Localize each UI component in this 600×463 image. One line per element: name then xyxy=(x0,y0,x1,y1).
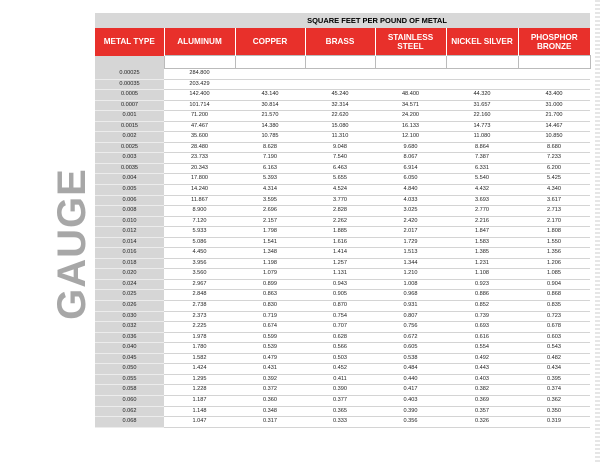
gauge-cell: 0.014 xyxy=(95,237,164,248)
value-cell: 14.380 xyxy=(235,121,305,132)
value-cell: 2.770 xyxy=(446,206,518,217)
table-row xyxy=(95,163,590,174)
value-cell: 0.886 xyxy=(446,290,518,301)
super-header-blank xyxy=(95,13,164,28)
value-cell: 0.369 xyxy=(446,395,518,406)
value-cell: 0.317 xyxy=(235,417,305,428)
value-cell: 0.452 xyxy=(305,364,375,375)
value-cell: 0.754 xyxy=(305,311,375,322)
value-cell: 0.905 xyxy=(305,290,375,301)
gauge-cell: 0.060 xyxy=(95,395,164,406)
value-cell: 3.956 xyxy=(164,258,235,269)
gauge-cell: 0.018 xyxy=(95,258,164,269)
table-row xyxy=(95,142,590,153)
table-row xyxy=(95,385,590,396)
value-cell: 23.733 xyxy=(164,153,235,164)
value-cell: 0.434 xyxy=(518,364,590,375)
value-cell: 3.770 xyxy=(305,195,375,206)
gauge-cell: 0.001 xyxy=(95,111,164,122)
value-cell: 1.131 xyxy=(305,269,375,280)
value-cell: 21.700 xyxy=(518,111,590,122)
value-cell: 4.524 xyxy=(305,185,375,196)
value-cell: 0.333 xyxy=(305,417,375,428)
value-cell: 7.120 xyxy=(164,216,235,227)
gauge-side-label: GAUGE xyxy=(50,168,94,320)
value-cell: 0.628 xyxy=(305,332,375,343)
header-row xyxy=(95,28,590,56)
header-brass: BRASS xyxy=(305,28,375,56)
value-cell: 6.163 xyxy=(235,163,305,174)
gauge-cell: 0.050 xyxy=(95,364,164,375)
value-cell: 0.599 xyxy=(235,332,305,343)
value-cell: 1.047 xyxy=(164,417,235,428)
value-cell: 2.216 xyxy=(446,216,518,227)
table-row xyxy=(95,395,590,406)
value-cell: 3.693 xyxy=(446,195,518,206)
header-metal-type: METAL TYPE xyxy=(95,28,164,56)
spacer-cell xyxy=(446,56,518,69)
value-cell: 0.835 xyxy=(518,301,590,312)
value-cell: 2.157 xyxy=(235,216,305,227)
value-cell: 1.108 xyxy=(446,269,518,280)
value-cell: 8.900 xyxy=(164,206,235,217)
value-cell: 1.780 xyxy=(164,343,235,354)
value-cell: 0.678 xyxy=(518,322,590,333)
value-cell xyxy=(375,79,446,90)
value-cell: 0.443 xyxy=(446,364,518,375)
gauge-cell: 0.00025 xyxy=(95,69,164,80)
value-cell: 2.225 xyxy=(164,322,235,333)
value-cell: 12.100 xyxy=(375,132,446,143)
value-cell: 2.696 xyxy=(235,206,305,217)
value-cell: 0.348 xyxy=(235,406,305,417)
value-cell: 0.326 xyxy=(446,417,518,428)
table-row xyxy=(95,90,590,101)
value-cell: 3.595 xyxy=(235,195,305,206)
value-cell: 9.048 xyxy=(305,142,375,153)
value-cell: 1.424 xyxy=(164,364,235,375)
value-cell: 203.429 xyxy=(164,79,235,90)
value-cell: 31.000 xyxy=(518,100,590,111)
value-cell: 9.680 xyxy=(375,142,446,153)
table-row xyxy=(95,374,590,385)
value-cell: 5.655 xyxy=(305,174,375,185)
gauge-cell: 0.0025 xyxy=(95,142,164,153)
header-stainless-steel: STAINLESS STEEL xyxy=(375,28,446,56)
value-cell: 1.085 xyxy=(518,269,590,280)
value-cell: 0.739 xyxy=(446,311,518,322)
gauge-cell: 0.068 xyxy=(95,417,164,428)
value-cell: 2.262 xyxy=(305,216,375,227)
value-cell: 1.231 xyxy=(446,258,518,269)
value-cell: 3.560 xyxy=(164,269,235,280)
value-cell: 0.362 xyxy=(518,395,590,406)
value-cell: 1.978 xyxy=(164,332,235,343)
value-cell: 1.541 xyxy=(235,237,305,248)
value-cell: 0.674 xyxy=(235,322,305,333)
value-cell: 1.148 xyxy=(164,406,235,417)
value-cell: 4.340 xyxy=(518,185,590,196)
value-cell: 4.450 xyxy=(164,248,235,259)
metal-gauge-table xyxy=(95,13,591,428)
value-cell: 7.233 xyxy=(518,153,590,164)
value-cell: 0.616 xyxy=(446,332,518,343)
value-cell: 6.200 xyxy=(518,163,590,174)
value-cell xyxy=(235,69,305,80)
value-cell: 0.357 xyxy=(446,406,518,417)
value-cell: 0.390 xyxy=(305,385,375,396)
value-cell: 1.808 xyxy=(518,227,590,238)
value-cell: 21.570 xyxy=(235,111,305,122)
value-cell: 1.198 xyxy=(235,258,305,269)
value-cell: 22.620 xyxy=(305,111,375,122)
value-cell: 0.539 xyxy=(235,343,305,354)
gauge-cell: 0.020 xyxy=(95,269,164,280)
value-cell: 30.814 xyxy=(235,100,305,111)
value-cell: 0.693 xyxy=(446,322,518,333)
value-cell: 44.320 xyxy=(446,90,518,101)
value-cell: 0.503 xyxy=(305,353,375,364)
value-cell: 0.431 xyxy=(235,364,305,375)
value-cell: 35.600 xyxy=(164,132,235,143)
value-cell: 31.657 xyxy=(446,100,518,111)
value-cell: 0.390 xyxy=(375,406,446,417)
value-cell: 0.543 xyxy=(518,343,590,354)
value-cell: 8.864 xyxy=(446,142,518,153)
value-cell: 1.385 xyxy=(446,248,518,259)
value-cell: 1.210 xyxy=(375,269,446,280)
value-cell: 5.933 xyxy=(164,227,235,238)
table-row xyxy=(95,364,590,375)
value-cell: 0.904 xyxy=(518,279,590,290)
value-cell xyxy=(446,69,518,80)
value-cell: 14.240 xyxy=(164,185,235,196)
value-cell: 0.943 xyxy=(305,279,375,290)
value-cell: 14.467 xyxy=(518,121,590,132)
value-cell: 2.373 xyxy=(164,311,235,322)
header-nickel-silver: NICKEL SILVER xyxy=(446,28,518,56)
value-cell: 0.350 xyxy=(518,406,590,417)
gauge-cell: 0.045 xyxy=(95,353,164,364)
value-cell: 1.550 xyxy=(518,237,590,248)
value-cell: 11.080 xyxy=(446,132,518,143)
value-cell: 6.331 xyxy=(446,163,518,174)
table-row xyxy=(95,79,590,90)
value-cell: 0.411 xyxy=(305,374,375,385)
value-cell: 0.484 xyxy=(375,364,446,375)
value-cell: 1.847 xyxy=(446,227,518,238)
table-row xyxy=(95,153,590,164)
gauge-cell: 0.0015 xyxy=(95,121,164,132)
value-cell: 0.672 xyxy=(375,332,446,343)
value-cell: 0.756 xyxy=(375,322,446,333)
spacer-cell xyxy=(235,56,305,69)
table-row xyxy=(95,174,590,185)
value-cell: 0.360 xyxy=(235,395,305,406)
value-cell: 5.425 xyxy=(518,174,590,185)
value-cell: 0.319 xyxy=(518,417,590,428)
value-cell: 0.356 xyxy=(375,417,446,428)
value-cell: 0.870 xyxy=(305,301,375,312)
value-cell: 0.372 xyxy=(235,385,305,396)
value-cell: 2.738 xyxy=(164,301,235,312)
value-cell: 4.840 xyxy=(375,185,446,196)
value-cell xyxy=(305,79,375,90)
gauge-cell: 0.016 xyxy=(95,248,164,259)
gauge-cell: 0.008 xyxy=(95,206,164,217)
value-cell xyxy=(518,79,590,90)
value-cell: 43.400 xyxy=(518,90,590,101)
value-cell: 1.079 xyxy=(235,269,305,280)
value-cell: 3.025 xyxy=(375,206,446,217)
value-cell: 45.240 xyxy=(305,90,375,101)
value-cell: 0.719 xyxy=(235,311,305,322)
value-cell: 11.867 xyxy=(164,195,235,206)
value-cell: 3.617 xyxy=(518,195,590,206)
value-cell: 14.773 xyxy=(446,121,518,132)
value-cell: 5.086 xyxy=(164,237,235,248)
gauge-cell: 0.010 xyxy=(95,216,164,227)
table-row xyxy=(95,227,590,238)
value-cell: 0.417 xyxy=(375,385,446,396)
value-cell: 24.200 xyxy=(375,111,446,122)
value-cell: 0.899 xyxy=(235,279,305,290)
gauge-cell: 0.024 xyxy=(95,279,164,290)
table-row xyxy=(95,206,590,217)
value-cell: 5.393 xyxy=(235,174,305,185)
gauge-cell: 0.002 xyxy=(95,132,164,143)
spacer-row xyxy=(95,56,590,69)
table-row xyxy=(95,132,590,143)
value-cell: 1.414 xyxy=(305,248,375,259)
gauge-cell: 0.036 xyxy=(95,332,164,343)
value-cell: 0.538 xyxy=(375,353,446,364)
value-cell: 10.850 xyxy=(518,132,590,143)
value-cell: 1.206 xyxy=(518,258,590,269)
table-row xyxy=(95,237,590,248)
value-cell: 0.374 xyxy=(518,385,590,396)
page-edge-decoration xyxy=(595,0,600,463)
table-row xyxy=(95,311,590,322)
value-cell: 1.729 xyxy=(375,237,446,248)
value-cell: 2.017 xyxy=(375,227,446,238)
value-cell: 22.160 xyxy=(446,111,518,122)
table-row xyxy=(95,406,590,417)
table-row xyxy=(95,322,590,333)
value-cell: 1.008 xyxy=(375,279,446,290)
value-cell: 11.310 xyxy=(305,132,375,143)
value-cell: 0.554 xyxy=(446,343,518,354)
gauge-cell: 0.062 xyxy=(95,406,164,417)
header-aluminum: ALUMINUM xyxy=(164,28,235,56)
value-cell: 6.463 xyxy=(305,163,375,174)
gauge-cell: 0.004 xyxy=(95,174,164,185)
value-cell: 47.467 xyxy=(164,121,235,132)
value-cell: 0.403 xyxy=(446,374,518,385)
value-cell: 0.830 xyxy=(235,301,305,312)
spacer-cell xyxy=(518,56,590,69)
value-cell: 10.785 xyxy=(235,132,305,143)
value-cell: 0.707 xyxy=(305,322,375,333)
value-cell: 1.513 xyxy=(375,248,446,259)
table-row xyxy=(95,121,590,132)
table-body xyxy=(95,69,590,428)
value-cell: 0.377 xyxy=(305,395,375,406)
table-row xyxy=(95,417,590,428)
value-cell: 2.848 xyxy=(164,290,235,301)
table-row xyxy=(95,269,590,280)
value-cell: 101.714 xyxy=(164,100,235,111)
value-cell: 1.344 xyxy=(375,258,446,269)
value-cell: 1.885 xyxy=(305,227,375,238)
value-cell: 6.914 xyxy=(375,163,446,174)
value-cell: 43.140 xyxy=(235,90,305,101)
value-cell: 4.314 xyxy=(235,185,305,196)
value-cell: 0.440 xyxy=(375,374,446,385)
value-cell: 1.616 xyxy=(305,237,375,248)
value-cell: 8.628 xyxy=(235,142,305,153)
table-row xyxy=(95,185,590,196)
value-cell: 0.382 xyxy=(446,385,518,396)
value-cell: 1.583 xyxy=(446,237,518,248)
value-cell xyxy=(305,69,375,80)
value-cell: 8.680 xyxy=(518,142,590,153)
value-cell: 0.566 xyxy=(305,343,375,354)
value-cell: 0.482 xyxy=(518,353,590,364)
value-cell: 0.807 xyxy=(375,311,446,322)
value-cell: 0.868 xyxy=(518,290,590,301)
table-row xyxy=(95,258,590,269)
value-cell: 0.395 xyxy=(518,374,590,385)
value-cell: 0.403 xyxy=(375,395,446,406)
value-cell: 1.356 xyxy=(518,248,590,259)
spacer-cell xyxy=(95,56,164,69)
value-cell: 71.200 xyxy=(164,111,235,122)
value-cell: 0.863 xyxy=(235,290,305,301)
table-row xyxy=(95,69,590,80)
gauge-cell: 0.0005 xyxy=(95,90,164,101)
value-cell: 1.798 xyxy=(235,227,305,238)
table-row xyxy=(95,343,590,354)
value-cell xyxy=(518,69,590,80)
header-phosphor-bronze: PHOSPHOR BRONZE xyxy=(518,28,590,56)
value-cell: 0.365 xyxy=(305,406,375,417)
value-cell: 0.605 xyxy=(375,343,446,354)
value-cell: 0.923 xyxy=(446,279,518,290)
gauge-cell: 0.058 xyxy=(95,385,164,396)
gauge-cell: 0.026 xyxy=(95,301,164,312)
gauge-cell: 0.032 xyxy=(95,322,164,333)
value-cell: 1.295 xyxy=(164,374,235,385)
table-row xyxy=(95,290,590,301)
super-header: SQUARE FEET PER POUND OF METAL xyxy=(164,13,590,28)
value-cell: 1.257 xyxy=(305,258,375,269)
value-cell: 8.067 xyxy=(375,153,446,164)
value-cell: 0.392 xyxy=(235,374,305,385)
table-row xyxy=(95,301,590,312)
value-cell: 0.603 xyxy=(518,332,590,343)
value-cell: 0.492 xyxy=(446,353,518,364)
value-cell: 32.314 xyxy=(305,100,375,111)
value-cell: 1.187 xyxy=(164,395,235,406)
value-cell: 1.228 xyxy=(164,385,235,396)
table-row xyxy=(95,248,590,259)
gauge-cell: 0.030 xyxy=(95,311,164,322)
gauge-cell: 0.006 xyxy=(95,195,164,206)
gauge-cell: 0.0007 xyxy=(95,100,164,111)
spacer-cell xyxy=(164,56,235,69)
table-row xyxy=(95,353,590,364)
spacer-cell xyxy=(305,56,375,69)
value-cell: 0.723 xyxy=(518,311,590,322)
value-cell: 7.540 xyxy=(305,153,375,164)
gauge-cell: 0.012 xyxy=(95,227,164,238)
gauge-cell: 0.040 xyxy=(95,343,164,354)
table-row xyxy=(95,332,590,343)
gauge-cell: 0.003 xyxy=(95,153,164,164)
value-cell: 17.800 xyxy=(164,174,235,185)
value-cell xyxy=(446,79,518,90)
table-row xyxy=(95,111,590,122)
gauge-cell: 0.00035 xyxy=(95,79,164,90)
value-cell xyxy=(235,79,305,90)
value-cell: 4.432 xyxy=(446,185,518,196)
value-cell: 284.800 xyxy=(164,69,235,80)
value-cell: 2.170 xyxy=(518,216,590,227)
table-row xyxy=(95,216,590,227)
gauge-cell: 0.0035 xyxy=(95,163,164,174)
super-header-row xyxy=(95,13,590,28)
value-cell: 2.420 xyxy=(375,216,446,227)
value-cell: 28.480 xyxy=(164,142,235,153)
value-cell: 1.348 xyxy=(235,248,305,259)
header-copper: COPPER xyxy=(235,28,305,56)
value-cell: 16.133 xyxy=(375,121,446,132)
value-cell: 7.190 xyxy=(235,153,305,164)
value-cell: 2.967 xyxy=(164,279,235,290)
value-cell: 34.571 xyxy=(375,100,446,111)
table-row xyxy=(95,279,590,290)
value-cell: 0.968 xyxy=(375,290,446,301)
value-cell: 4.033 xyxy=(375,195,446,206)
value-cell: 20.343 xyxy=(164,163,235,174)
value-cell: 0.852 xyxy=(446,301,518,312)
value-cell: 0.479 xyxy=(235,353,305,364)
value-cell: 2.713 xyxy=(518,206,590,217)
gauge-cell: 0.055 xyxy=(95,374,164,385)
gauge-cell: 0.005 xyxy=(95,185,164,196)
value-cell xyxy=(375,69,446,80)
value-cell: 15.080 xyxy=(305,121,375,132)
value-cell: 7.387 xyxy=(446,153,518,164)
value-cell: 142.400 xyxy=(164,90,235,101)
table-row xyxy=(95,100,590,111)
value-cell: 0.931 xyxy=(375,301,446,312)
value-cell: 1.582 xyxy=(164,353,235,364)
value-cell: 2.828 xyxy=(305,206,375,217)
value-cell: 5.540 xyxy=(446,174,518,185)
gauge-cell: 0.025 xyxy=(95,290,164,301)
table-row xyxy=(95,195,590,206)
value-cell: 6.050 xyxy=(375,174,446,185)
value-cell: 48.400 xyxy=(375,90,446,101)
spacer-cell xyxy=(375,56,446,69)
